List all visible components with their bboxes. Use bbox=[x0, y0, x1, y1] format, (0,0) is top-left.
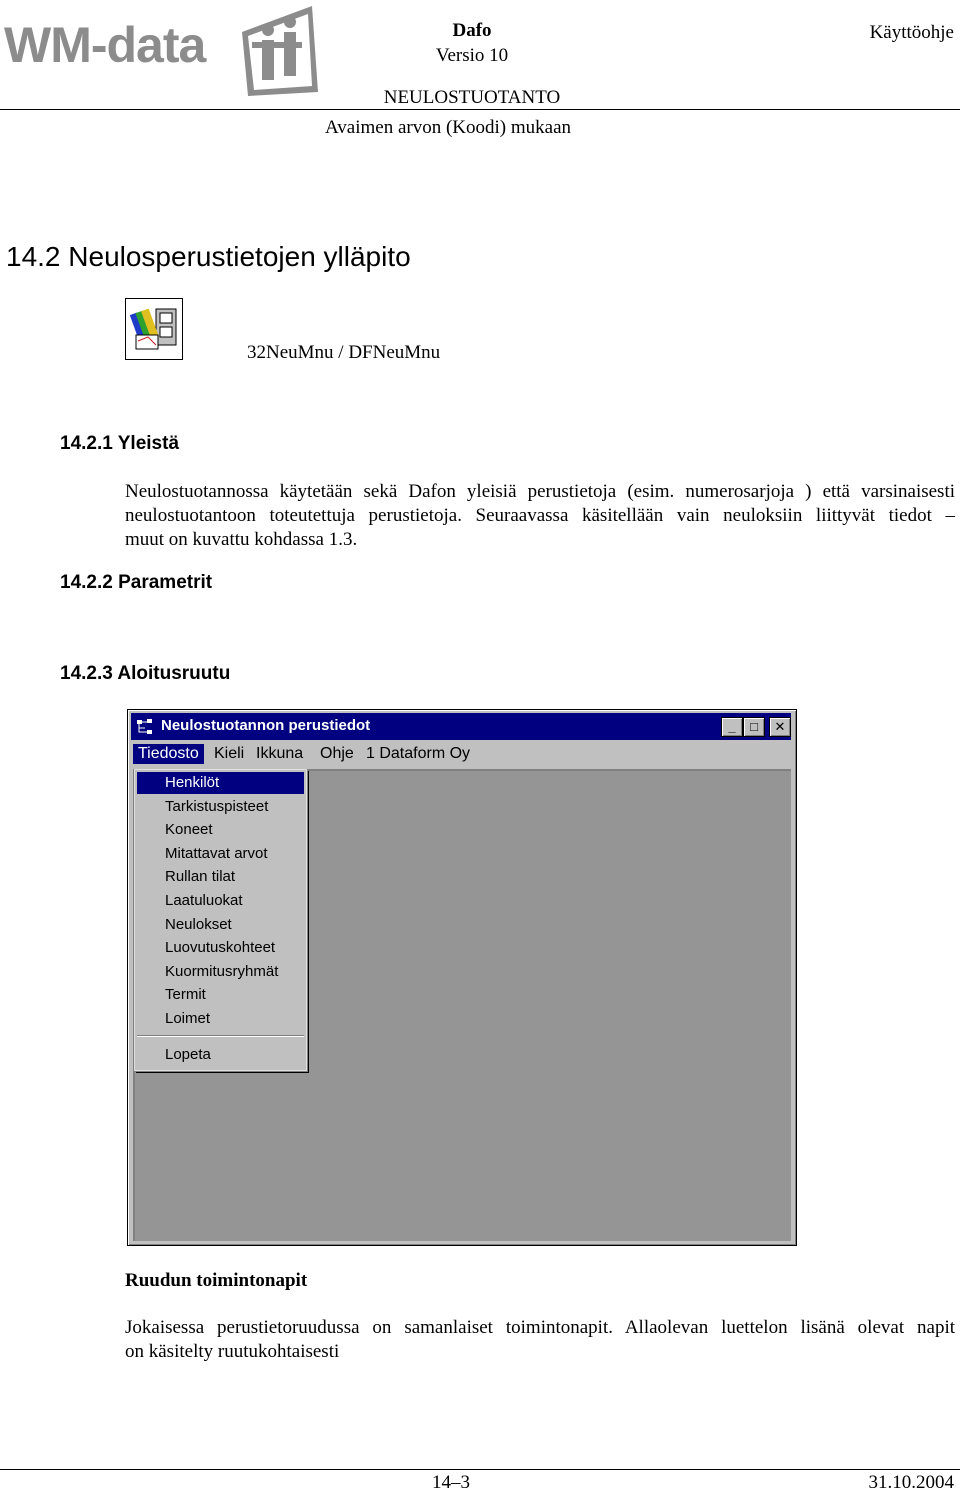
logo-figures-icon bbox=[232, 2, 324, 98]
menu-item-henkilot[interactable]: Henkilöt bbox=[137, 772, 304, 794]
paragraph-line: muut on kuvattu kohdassa 1.3. bbox=[125, 529, 358, 550]
menu-kieli[interactable]: Kieli bbox=[214, 745, 245, 762]
paragraph-line: on käsitelty ruutukohtaisesti bbox=[125, 1341, 340, 1362]
menu-item-loimet[interactable]: Loimet bbox=[165, 1010, 211, 1027]
tiedosto-dropdown bbox=[134, 769, 307, 1071]
menu-item-koneet[interactable]: Koneet bbox=[165, 821, 213, 838]
menu-ikkuna[interactable]: Ikkuna bbox=[256, 745, 304, 762]
menu-item-laatuluokat[interactable]: Laatuluokat bbox=[165, 892, 243, 909]
header-app-name: Dafo bbox=[452, 20, 492, 41]
section-title: 14.2 Neulosperustietojen ylläpito bbox=[6, 241, 411, 272]
program-icon bbox=[125, 298, 183, 360]
program-name: 32NeuMnu / DFNeuMnu bbox=[247, 342, 441, 363]
buttons-section-title: Ruudun toimintonapit bbox=[125, 1270, 308, 1291]
menu-tiedosto[interactable]: Tiedosto bbox=[133, 744, 204, 764]
header-divider bbox=[0, 109, 960, 110]
logo-text: WM-data bbox=[4, 17, 206, 73]
menu-separator bbox=[137, 1035, 304, 1037]
paragraph-line: Neulostuotannossa käytetään sekä Dafon yleisiä perustietoja (esim. numerosarjoja ) että varsinaisesti bbox=[125, 481, 955, 502]
menu-bar bbox=[131, 741, 791, 767]
page-number: 14–3 bbox=[432, 1472, 470, 1493]
page-date: 31.10.2004 bbox=[868, 1472, 954, 1493]
menu-item-tarkistuspisteet[interactable]: Tarkistuspisteet bbox=[165, 798, 269, 815]
menu-ohje[interactable]: Ohje bbox=[320, 745, 354, 762]
app-window bbox=[127, 709, 797, 1246]
subsection-yleista-title: 14.2.1 Yleistä bbox=[60, 433, 180, 454]
subsection-parametrit-title: 14.2.2 Parametrit bbox=[60, 572, 213, 593]
menu-item-rullan-tilat[interactable]: Rullan tilat bbox=[165, 868, 236, 885]
paragraph-line: Jokaisessa perustietoruudussa on samanlaiset toimintonapit. Allaolevan luettelon lisänä olevat napit bbox=[125, 1317, 955, 1338]
menu-item-mitattavat-arvot[interactable]: Mitattavat arvot bbox=[165, 845, 268, 862]
yleista-paragraph bbox=[125, 480, 955, 552]
menu-item-termit[interactable]: Termit bbox=[165, 986, 206, 1003]
menu-item-neulokset[interactable]: Neulokset bbox=[165, 916, 232, 933]
menu-item-luovutuskohteet[interactable]: Luovutuskohteet bbox=[165, 939, 276, 956]
maximize-button[interactable]: □ bbox=[743, 717, 765, 737]
window-titlebar[interactable] bbox=[131, 713, 791, 740]
header-doc-type: Käyttöohje bbox=[869, 22, 954, 43]
menu-item-kuormitusryhmat[interactable]: Kuormitusryhmät bbox=[165, 963, 279, 980]
footer-divider bbox=[0, 1469, 960, 1470]
header-subtitle: Avaimen arvon (Koodi) mukaan bbox=[324, 117, 572, 138]
close-button[interactable]: ✕ bbox=[769, 717, 791, 737]
subsection-aloitusruutu-title: 14.2.3 Aloitusruutu bbox=[60, 663, 231, 684]
paragraph-line: neulostuotantoon toteutettuja perustietoja. Seuraavassa käsitellään vain neuloksiin liittyvät tiedot – bbox=[125, 505, 955, 526]
wm-data-logo bbox=[4, 2, 324, 100]
books-cabinet-icon bbox=[126, 299, 182, 359]
header-module: NEULOSTUOTANTO bbox=[383, 87, 561, 108]
buttons-paragraph bbox=[125, 1316, 955, 1364]
menu-item-lopeta[interactable]: Lopeta bbox=[165, 1046, 211, 1063]
minimize-button[interactable]: _ bbox=[721, 717, 743, 737]
window-title: Neulostuotannon perustiedot bbox=[161, 717, 371, 734]
app-tree-icon bbox=[135, 718, 155, 736]
menu-dataform[interactable]: 1 Dataform Oy bbox=[366, 745, 471, 762]
header-version: Versio 10 bbox=[435, 45, 509, 66]
